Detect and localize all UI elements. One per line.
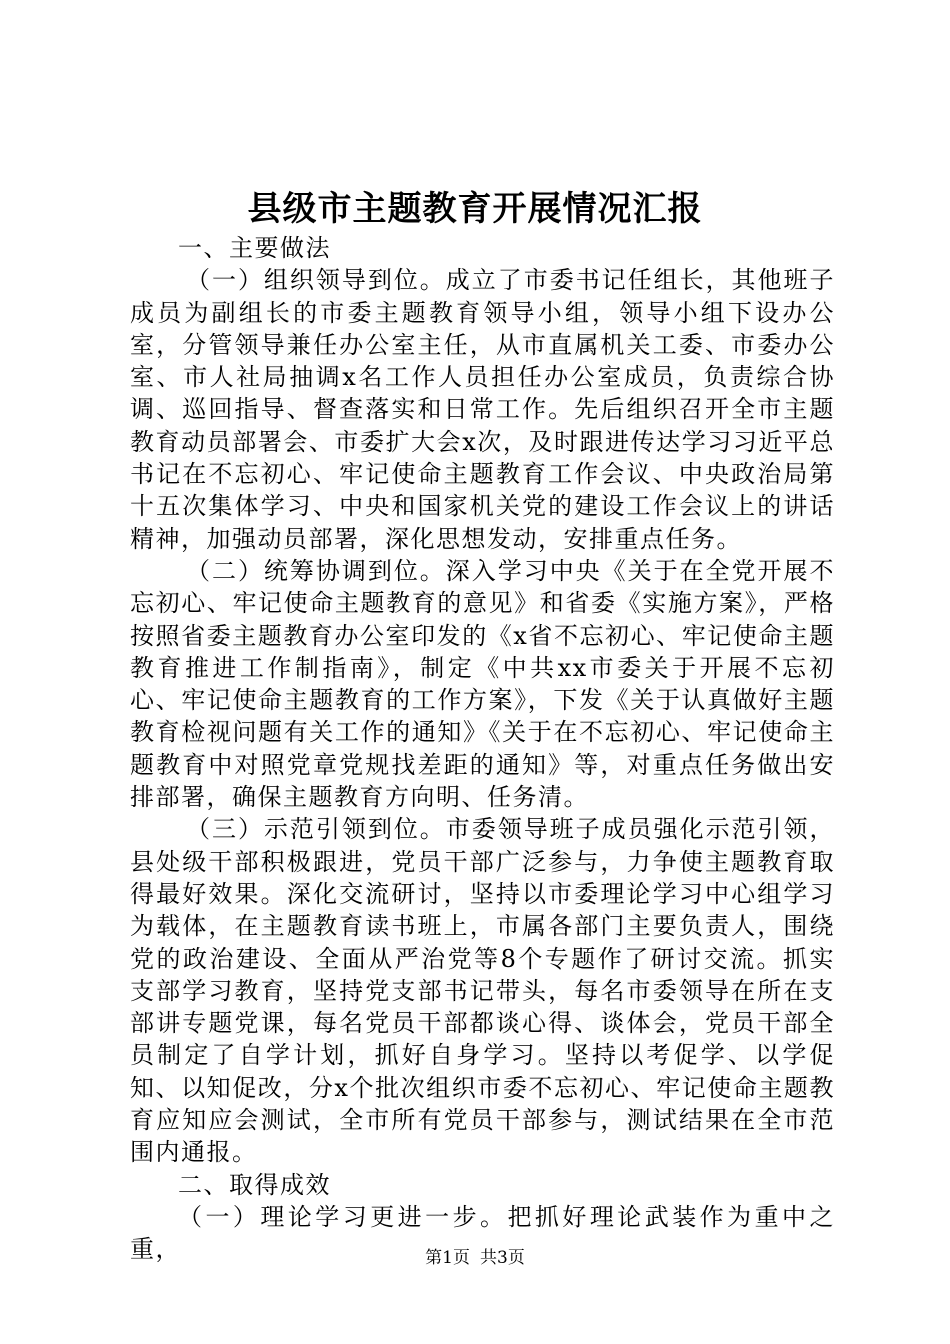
document-title: 县级市主题教育开展情况汇报 (247, 189, 703, 229)
paragraph-coordination: （二）统筹协调到位。深入学习中央《关于在全党开展不忘初心、牢记使命主题教育的意见》和省委《实施方案》，严格按照省委主题教育办公室印发的《x省不忘初心、牢记使命主题教育推进工作制指南》，制定《中共xx市委关于开展不忘初心、牢记使命主题教育的工作方案》，下发《关于认真做好主题教育检视问题有关工作的通知》《关于在不忘初心、牢记使命主题教育中对照党章党规找差距的通知》等，对重点任务做出安排部署，确保主题教育方向明、任务清。 (130, 556, 835, 812)
page-footer (0, 1246, 950, 1270)
paragraph-organization-leadership: （一）组织领导到位。成立了市委书记任组长，其他班子成员为副组长的市委主题教育领导小组，领导小组下设办公室，分管领导兼任办公室主任，从市直属机关工委、市委办公室、市人社局抽调x名工作人员担任办公室成员，负责综合协调、巡回指导、督查落实和日常工作。先后组织召开全市主题教育动员部署会、市委扩大会x次，及时跟进传达学习习近平总书记在不忘初心、牢记使命主题教育工作会议、中央政治局第十五次集体学习、中央和国家机关党的建设工作会议上的讲话精神，加强动员部署，深化思想发动，安排重点任务。 (130, 266, 835, 553)
page-number-total: 共3页 (480, 1248, 525, 1268)
page-number-current: 第1页 (425, 1248, 470, 1268)
document-body (130, 232, 835, 1266)
paragraph-demonstration: （三）示范引领到位。市委领导班子成员强化示范引领，县处级干部积极跟进，党员干部广泛参与，力争使主题教育取得最好效果。深化交流研讨，坚持以市委理论学习中心组学习为载体，在主题教育读书班上，市属各部门主要负责人，围绕党的政治建设、全面从严治党等8个专题作了研讨交流。抓实支部学习教育，坚持党支部书记带头，每名市委领导在所在支部讲专题党课，每名党员干部都谈心得、谈体会，党员干部全员制定了自学计划，抓好自身学习。坚持以考促学、以学促知、以知促改，分x个批次组织市委不忘初心、牢记使命主题教育应知应会测试，全市所有党员干部参与，测试结果在全市范围内通报。 (130, 815, 835, 1167)
paragraph-theory-study: （一）理论学习更进一步。把抓好理论武装作为重中之重， (130, 1202, 835, 1264)
section-heading-results: 二、取得成效 (178, 1170, 331, 1199)
section-heading-main-practices: 一、主要做法 (178, 234, 331, 262)
